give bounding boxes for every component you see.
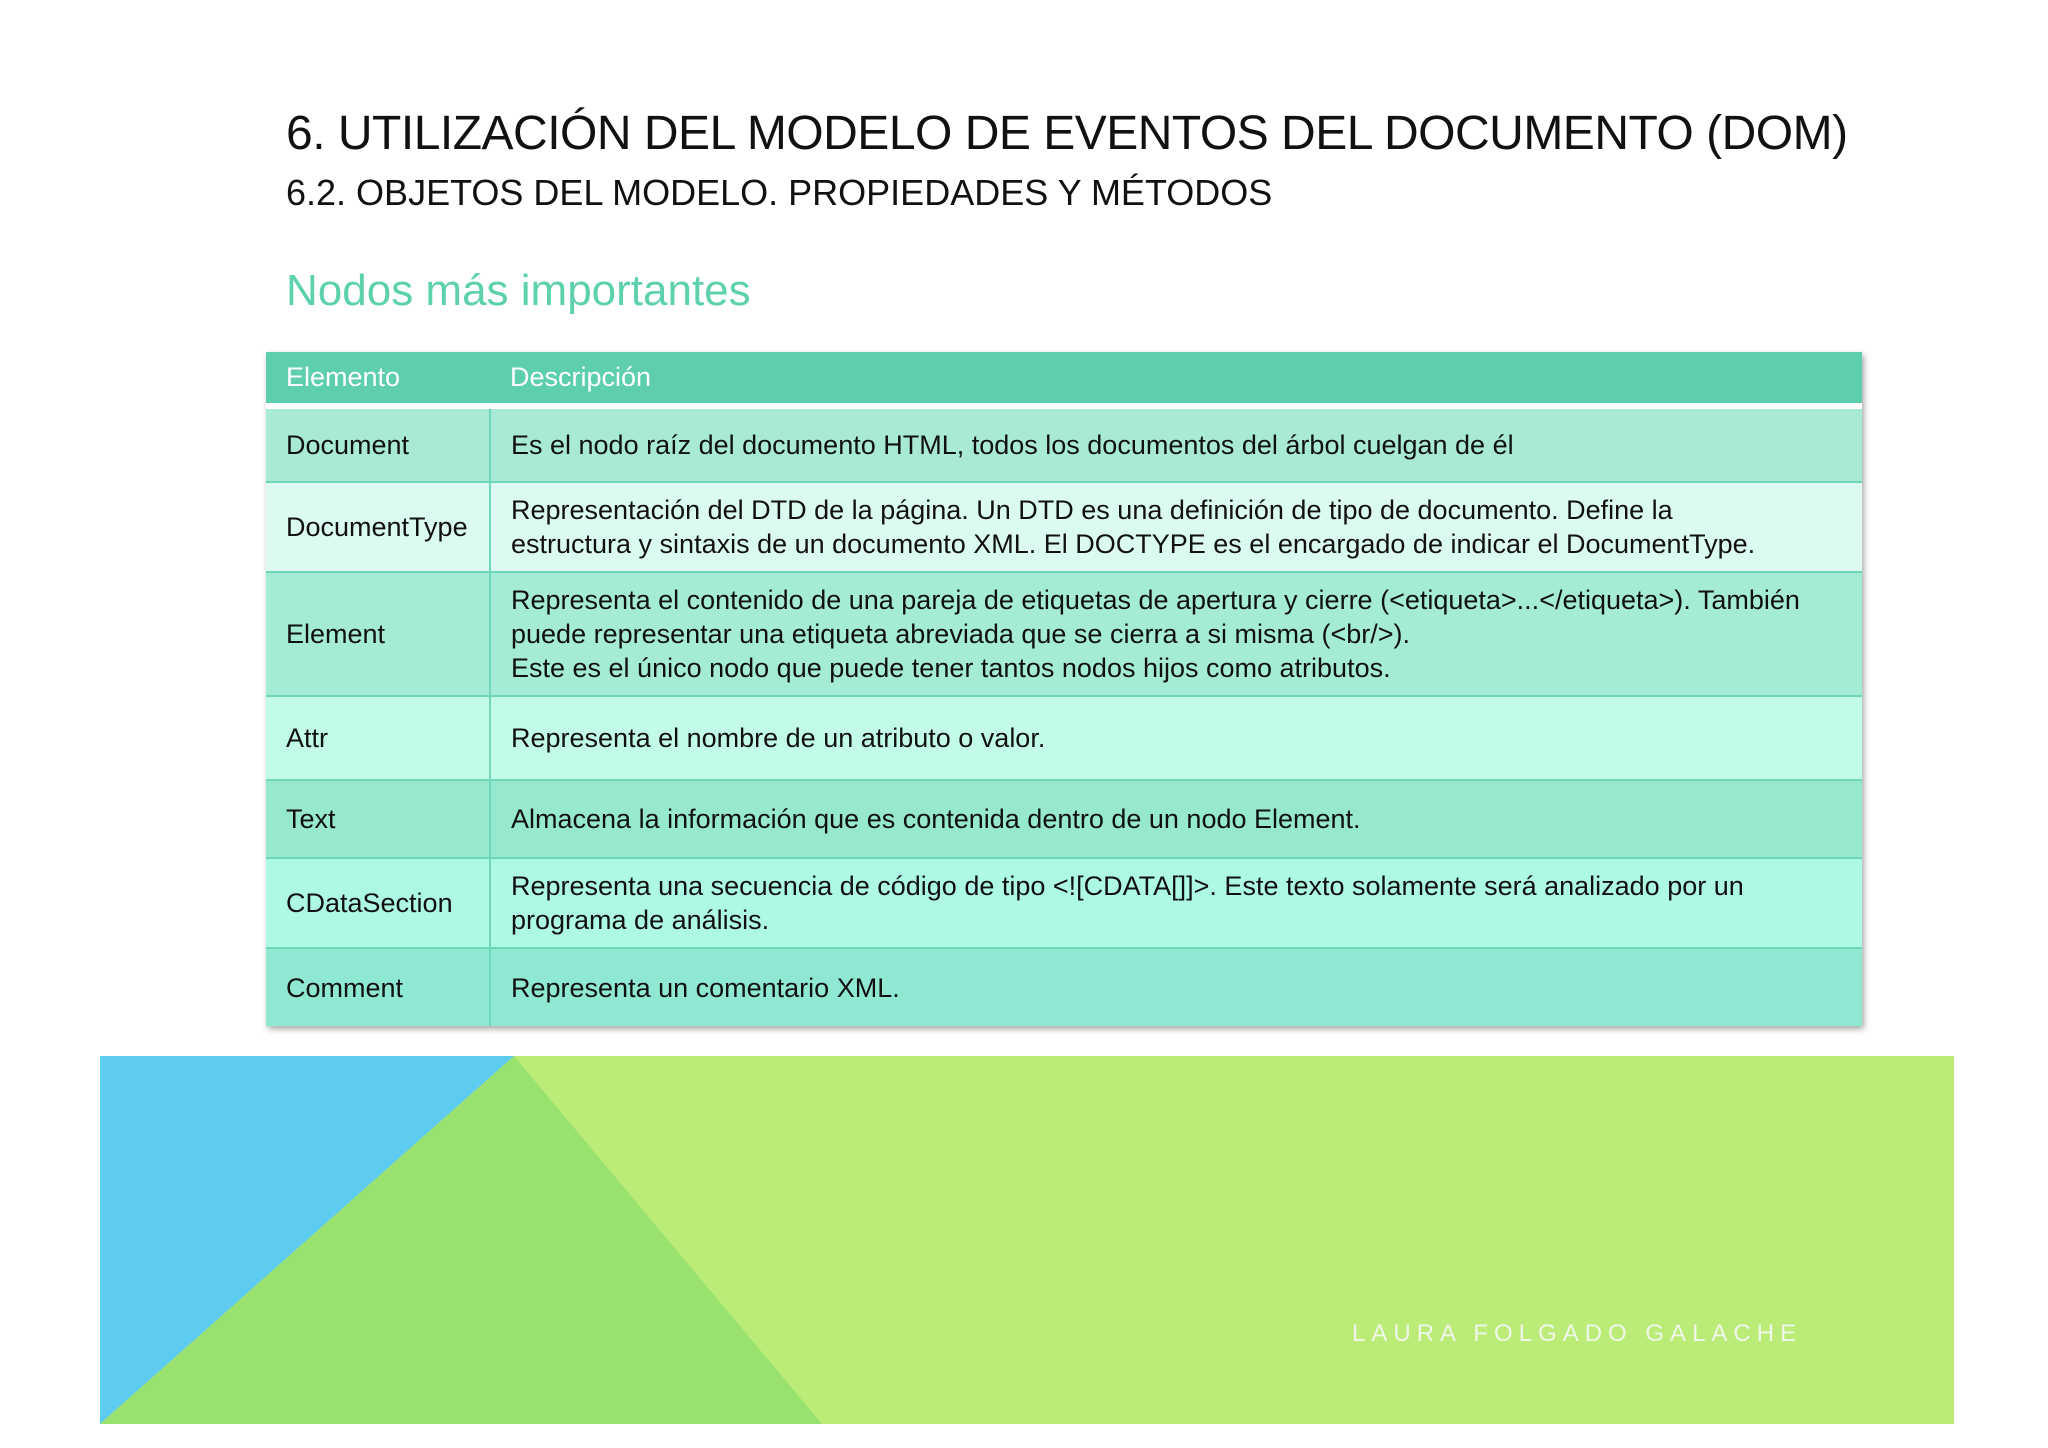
element-cell: CDataSection bbox=[266, 858, 490, 948]
description-line: Representa el nombre de un atributo o valor. bbox=[511, 723, 1046, 753]
table-row bbox=[266, 406, 1862, 482]
column-header-elemento: Elemento bbox=[266, 352, 490, 406]
element-cell: Element bbox=[266, 572, 490, 696]
description-line: Es el nodo raíz del documento HTML, todos los documentos del árbol cuelgan de él bbox=[511, 430, 1514, 460]
section-heading: Nodos más importantes bbox=[286, 266, 751, 315]
element-cell: Text bbox=[266, 780, 490, 858]
table-row bbox=[266, 780, 1862, 858]
nodes-table bbox=[266, 352, 1862, 1026]
description-cell bbox=[490, 406, 1862, 482]
description-cell bbox=[490, 572, 1862, 696]
description-cell bbox=[490, 696, 1862, 780]
table-row bbox=[266, 948, 1862, 1026]
table-row bbox=[266, 572, 1862, 696]
description-line: estructura y sintaxis de un documento XML. El DOCTYPE es el encargado de indicar el DocumentType. bbox=[511, 529, 1756, 559]
table-header-row bbox=[266, 352, 1862, 406]
column-header-descripcion: Descripción bbox=[490, 352, 1862, 406]
description-line: Este es el único nodo que puede tener tantos nodos hijos como atributos. bbox=[511, 653, 1391, 683]
element-cell: Document bbox=[266, 406, 490, 482]
decorative-banner bbox=[100, 1056, 1954, 1424]
description-line: Representa el contenido de una pareja de etiquetas de apertura y cierre (<etiqueta>...</etiqueta>). También bbox=[511, 585, 1800, 615]
description-cell bbox=[490, 482, 1862, 572]
description-line: programa de análisis. bbox=[511, 905, 770, 935]
slide-title: 6. UTILIZACIÓN DEL MODELO DE EVENTOS DEL DOCUMENTO (DOM) bbox=[286, 107, 1848, 160]
description-line: Almacena la información que es contenida dentro de un nodo Element. bbox=[511, 804, 1361, 834]
description-line: Representa un comentario XML. bbox=[511, 972, 900, 1003]
element-cell: Comment bbox=[266, 948, 490, 1026]
description-cell bbox=[490, 780, 1862, 858]
table-row bbox=[266, 858, 1862, 948]
author-name: LAURA FOLGADO GALACHE bbox=[1352, 1320, 1803, 1347]
table-row bbox=[266, 696, 1862, 780]
description-cell bbox=[490, 858, 1862, 948]
description-cell bbox=[490, 948, 1862, 1026]
element-cell: Attr bbox=[266, 696, 490, 780]
description-line: puede representar una etiqueta abreviada que se cierra a si misma (<br/>). bbox=[511, 619, 1411, 649]
slide-subtitle: 6.2. OBJETOS DEL MODELO. PROPIEDADES Y MÉTODOS bbox=[286, 172, 1273, 213]
description-line: Representación del DTD de la página. Un DTD es una definición de tipo de documento. Define la bbox=[511, 495, 1673, 525]
element-cell: DocumentType bbox=[266, 482, 490, 572]
nodes-table-container bbox=[266, 352, 1862, 1026]
description-line: Representa una secuencia de código de tipo <![CDATA[]]>. Este texto solamente será analizado por un bbox=[511, 871, 1744, 901]
table-row bbox=[266, 482, 1862, 572]
